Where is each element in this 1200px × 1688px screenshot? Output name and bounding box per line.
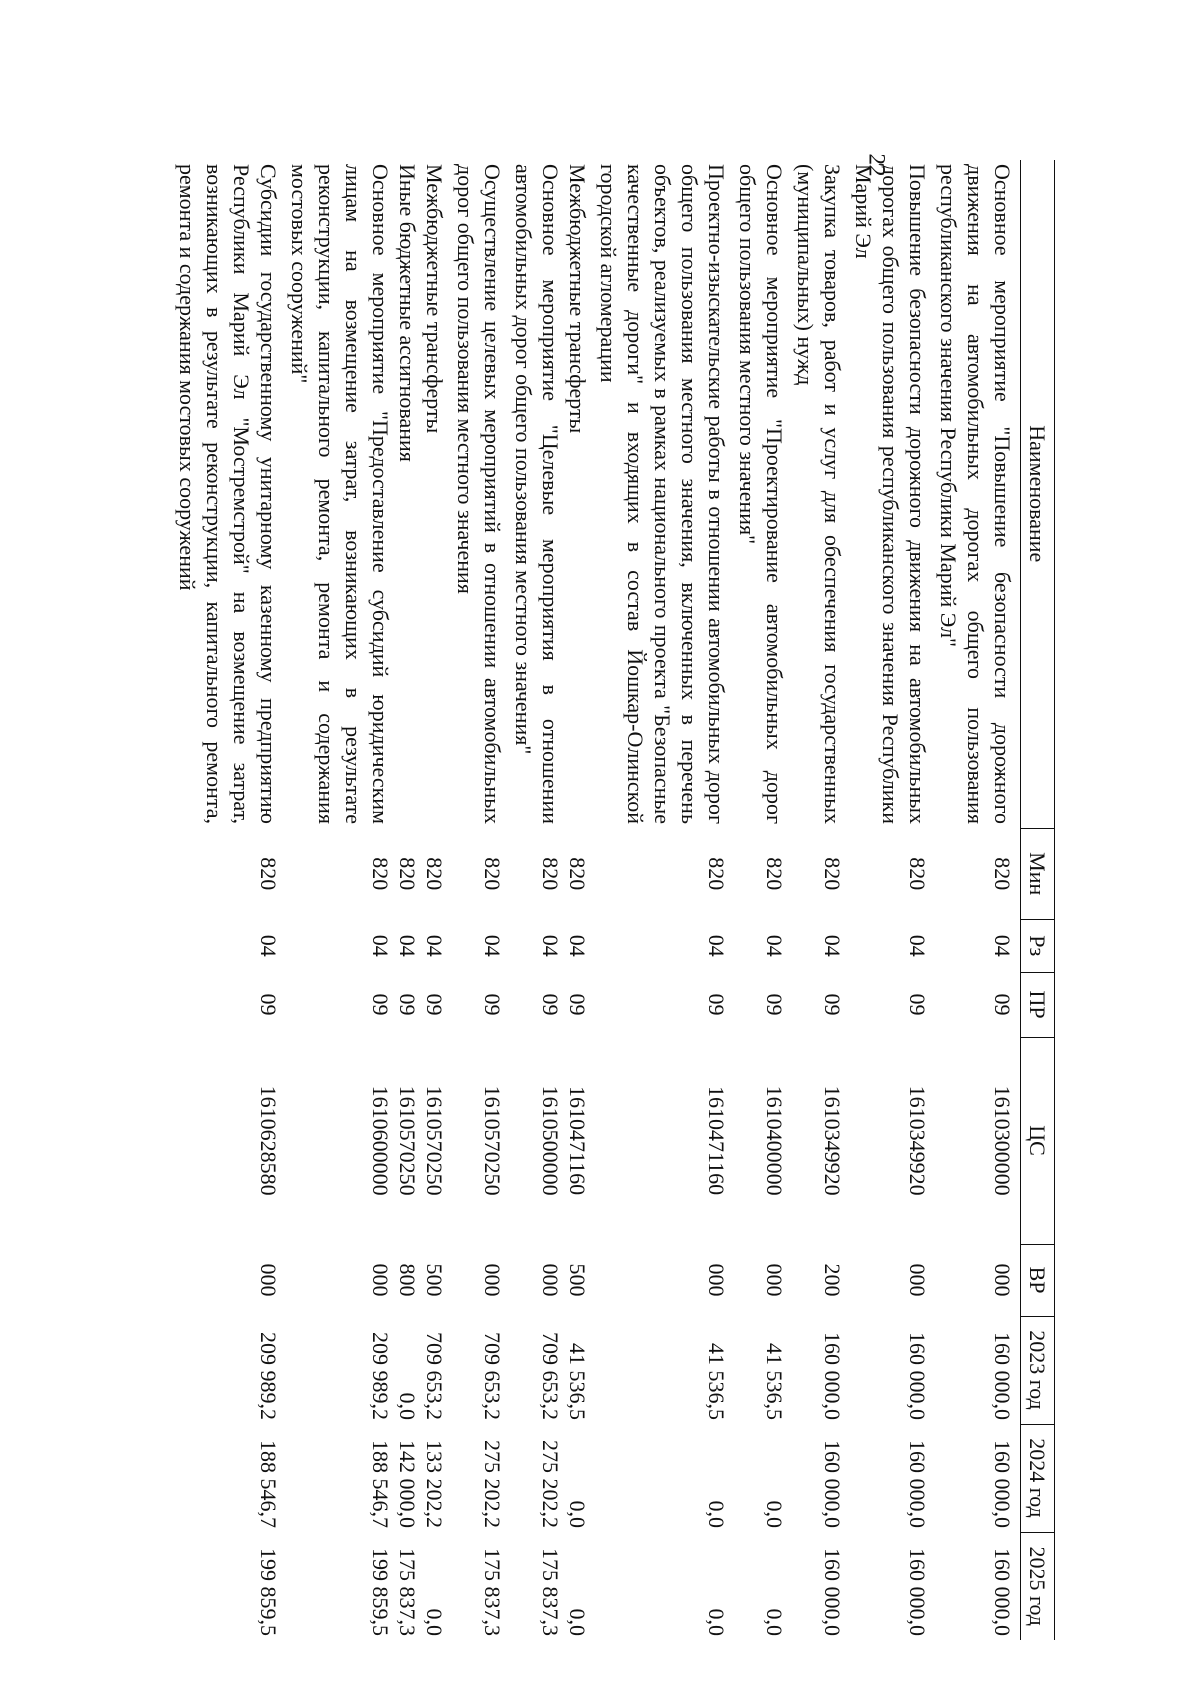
cell-value: 09 [704, 993, 729, 1016]
cell-pr [174, 972, 286, 1037]
cell-pr [452, 972, 510, 1037]
cell-value: 09 [565, 993, 590, 1016]
cell-value: 04 [368, 934, 393, 957]
row-name: Основное мероприятие "Проектирование автомобильных дорог общего пользования местного значения" [735, 164, 787, 824]
cell-value: 04 [395, 934, 420, 957]
row-name [286, 160, 452, 828]
cell-cs [174, 1037, 286, 1244]
cell-value: 160 000,0 [990, 1440, 1015, 1528]
cell-value: 000 [990, 1263, 1015, 1297]
cell-value: 820 [990, 857, 1015, 891]
cell-value: 820 [422, 857, 447, 891]
column-header-rz: Рз [1021, 919, 1055, 972]
cell-y2025 [850, 1532, 935, 1640]
row-name: Основное мероприятие "Повышение безопасности дорожного движения на автомобильных дорогах общего пользования республиканского значения Республики Марий Эл" [936, 164, 1015, 824]
cell-cs [595, 1037, 734, 1244]
cell-value: 0,0 [762, 1500, 787, 1528]
budget-table [174, 160, 1055, 1640]
table-row [452, 160, 510, 1640]
cell-value: 0,0 [704, 1500, 729, 1528]
cell-value: 200 [820, 1263, 845, 1297]
column-header-min: Мин [1021, 828, 1055, 919]
cell-y2025 [510, 1532, 595, 1640]
cell-value: 0,0 [762, 1608, 787, 1636]
cell-value: 1610600000 [368, 1085, 393, 1196]
cell-y2024 [792, 1424, 850, 1532]
cell-y2023 [734, 1316, 792, 1424]
column-header-name: Наименование [1021, 160, 1055, 828]
cell-y2024 [286, 1424, 452, 1532]
cell-min [452, 828, 510, 919]
cell-value: 500 [565, 1263, 590, 1297]
cell-value: 04 [704, 934, 729, 957]
cell-value: 1610500000 [538, 1085, 563, 1196]
cell-y2023 [792, 1316, 850, 1424]
cell-value: 820 [395, 857, 420, 891]
cell-min [510, 828, 595, 919]
cell-value: 04 [905, 934, 930, 957]
table-row [595, 160, 734, 1640]
cell-y2025 [792, 1532, 850, 1640]
cell-value: 41 536,5 [704, 1343, 729, 1420]
cell-cs [510, 1037, 595, 1244]
cell-value: 209 989,2 [368, 1332, 393, 1420]
cell-value: 1610300000 [990, 1085, 1015, 1196]
cell-value: 000 [905, 1263, 930, 1297]
cell-pr [286, 972, 452, 1037]
cell-y2023 [850, 1316, 935, 1424]
cell-y2024 [935, 1424, 1021, 1532]
cell-rz [286, 919, 452, 972]
cell-value: 1610400000 [762, 1085, 787, 1196]
cell-y2023 [595, 1316, 734, 1424]
cell-value: 000 [538, 1263, 563, 1297]
cell-y2024 [734, 1424, 792, 1532]
cell-min [595, 828, 734, 919]
page-number: 22 [864, 153, 890, 177]
table-row [174, 160, 286, 1640]
cell-value: 199 859,5 [368, 1548, 393, 1636]
cell-vr [510, 1244, 595, 1316]
cell-value: 820 [368, 857, 393, 891]
cell-value: 133 202,2 [422, 1440, 447, 1528]
cell-value: 04 [422, 934, 447, 957]
column-header-vr: ВР [1021, 1244, 1055, 1316]
cell-pr [850, 972, 935, 1037]
table-row [935, 160, 1021, 1640]
cell-value: 275 202,2 [480, 1440, 505, 1528]
cell-value: 820 [565, 857, 590, 891]
cell-value: 09 [256, 993, 281, 1016]
cell-value: 175 837,3 [538, 1548, 563, 1636]
cell-value: 199 859,5 [256, 1548, 281, 1636]
cell-value: 820 [538, 857, 563, 891]
cell-value: 04 [762, 934, 787, 957]
row-name-line: Межбюджетные трансферты [565, 164, 590, 434]
table-row [734, 160, 792, 1640]
table-row [286, 160, 452, 1640]
cell-value: 000 [480, 1263, 505, 1297]
cell-value: 160 000,0 [820, 1548, 845, 1636]
cell-value: 0,0 [565, 1608, 590, 1636]
cell-rz [452, 919, 510, 972]
cell-value: 04 [990, 934, 1015, 957]
cell-value: 000 [704, 1263, 729, 1297]
cell-value: 09 [480, 993, 505, 1016]
cell-value: 160 000,0 [905, 1548, 930, 1636]
cell-value: 04 [565, 934, 590, 957]
column-header-2023: 2023 год [1021, 1316, 1055, 1424]
cell-pr [595, 972, 734, 1037]
cell-min [850, 828, 935, 919]
cell-cs [452, 1037, 510, 1244]
cell-value: 1610349920 [820, 1085, 845, 1196]
cell-value: 160 000,0 [990, 1332, 1015, 1420]
cell-y2025 [595, 1532, 734, 1640]
cell-min [935, 828, 1021, 919]
cell-value: 1610628580 [256, 1085, 281, 1196]
cell-rz [510, 919, 595, 972]
cell-value: 820 [762, 857, 787, 891]
cell-value: 820 [480, 857, 505, 891]
cell-cs [792, 1037, 850, 1244]
cell-y2024 [595, 1424, 734, 1532]
cell-value: 175 837,3 [395, 1548, 420, 1636]
row-name: Субсидии государственному унитарному казенному предприятию Республики Марий Эл "Мостремстрой" на возмещение затрат, возникающих в результате реконструкции, капитального ремонта, ремонта и содержания мостовых сооружений [175, 164, 281, 824]
cell-value: 000 [762, 1263, 787, 1297]
table-row [850, 160, 935, 1640]
cell-min [734, 828, 792, 919]
row-name: Осуществление целевых мероприятий в отношении автомобильных дорог общего пользования местного значения [453, 164, 505, 824]
cell-value: 709 653,2 [538, 1332, 563, 1420]
cell-value: 41 536,5 [565, 1343, 590, 1420]
cell-y2025 [286, 1532, 452, 1640]
cell-value: 275 202,2 [538, 1440, 563, 1528]
cell-y2025 [452, 1532, 510, 1640]
cell-value: 1610471160 [565, 1085, 590, 1196]
cell-vr [850, 1244, 935, 1316]
cell-value: 09 [905, 993, 930, 1016]
cell-value: 800 [395, 1263, 420, 1297]
cell-y2024 [850, 1424, 935, 1532]
cell-value: 209 989,2 [256, 1332, 281, 1420]
column-header-2024: 2024 год [1021, 1424, 1055, 1532]
cell-value: 160 000,0 [820, 1440, 845, 1528]
cell-value: 142 000,0 [395, 1440, 420, 1528]
table-header-row [1021, 160, 1055, 1640]
rotated-table-container [0, 160, 1055, 1640]
cell-rz [850, 919, 935, 972]
cell-value: 820 [905, 857, 930, 891]
cell-cs [734, 1037, 792, 1244]
cell-y2023 [452, 1316, 510, 1424]
column-header-cs: ЦС [1021, 1037, 1055, 1244]
cell-vr [935, 1244, 1021, 1316]
row-name-line: Основное мероприятие "Предоставление субсидий юридическим лицам на возмещение затрат, возникающих в результате реконструкции, капитального ремонта, ремонта и содержания мостовых сооружений" [287, 164, 393, 824]
cell-value: 820 [704, 857, 729, 891]
cell-value: 1610570250 [422, 1085, 447, 1196]
cell-value: 160 000,0 [820, 1332, 845, 1420]
cell-min [792, 828, 850, 919]
table-body [174, 160, 1021, 1640]
cell-pr [792, 972, 850, 1037]
cell-value: 709 653,2 [480, 1332, 505, 1420]
table-row [792, 160, 850, 1640]
row-name-line: Основное мероприятие "Целевые мероприятия в отношении автомобильных дорог общего пользования местного значения" [511, 164, 563, 824]
cell-y2023 [935, 1316, 1021, 1424]
cell-cs [935, 1037, 1021, 1244]
cell-vr [174, 1244, 286, 1316]
cell-pr [510, 972, 595, 1037]
cell-y2023 [510, 1316, 595, 1424]
cell-cs [850, 1037, 935, 1244]
cell-value: 41 536,5 [762, 1343, 787, 1420]
cell-vr [286, 1244, 452, 1316]
row-name-line: Межбюджетные трансферты [422, 164, 447, 434]
cell-value: 04 [256, 934, 281, 957]
row-name-line: Иные бюджетные ассигнования [395, 164, 420, 462]
table-row [510, 160, 595, 1640]
cell-value: 1610349920 [905, 1085, 930, 1196]
cell-value: 175 837,3 [480, 1548, 505, 1636]
cell-value: 188 546,7 [368, 1440, 393, 1528]
cell-rz [792, 919, 850, 972]
cell-value: 0,0 [395, 1392, 420, 1420]
row-name [510, 160, 595, 828]
cell-value: 160 000,0 [990, 1548, 1015, 1636]
cell-value: 09 [762, 993, 787, 1016]
cell-value: 09 [422, 993, 447, 1016]
cell-value: 09 [990, 993, 1015, 1016]
cell-value: 188 546,7 [256, 1440, 281, 1528]
column-header-2025: 2025 год [1021, 1532, 1055, 1640]
column-header-pr: ПР [1021, 972, 1055, 1037]
cell-value: 000 [256, 1263, 281, 1297]
cell-rz [734, 919, 792, 972]
cell-value: 04 [538, 934, 563, 957]
cell-value: 1610570250 [480, 1085, 505, 1196]
cell-pr [935, 972, 1021, 1037]
cell-value: 0,0 [422, 1608, 447, 1636]
cell-value: 160 000,0 [905, 1332, 930, 1420]
row-name: Закупка товаров, работ и услуг для обеспечения государственных (муниципальных) нужд [793, 164, 845, 824]
cell-cs [286, 1037, 452, 1244]
cell-value: 09 [538, 993, 563, 1016]
cell-pr [734, 972, 792, 1037]
cell-y2024 [510, 1424, 595, 1532]
cell-value: 1610570250 [395, 1085, 420, 1196]
cell-y2023 [174, 1316, 286, 1424]
cell-min [286, 828, 452, 919]
cell-value: 04 [480, 934, 505, 957]
cell-value: 09 [395, 993, 420, 1016]
cell-value: 04 [820, 934, 845, 957]
cell-y2024 [174, 1424, 286, 1532]
cell-min [174, 828, 286, 919]
cell-value: 09 [820, 993, 845, 1016]
cell-y2023 [286, 1316, 452, 1424]
cell-y2025 [935, 1532, 1021, 1640]
cell-value: 0,0 [704, 1608, 729, 1636]
cell-value: 1610471160 [704, 1085, 729, 1196]
cell-value: 000 [368, 1263, 393, 1297]
cell-rz [935, 919, 1021, 972]
cell-value: 820 [256, 857, 281, 891]
cell-value: 709 653,2 [422, 1332, 447, 1420]
cell-y2025 [734, 1532, 792, 1640]
cell-value: 09 [368, 993, 393, 1016]
cell-vr [595, 1244, 734, 1316]
cell-value: 0,0 [565, 1500, 590, 1528]
row-name: Повышение безопасности дорожного движения на автомобильных дорогах общего пользования республиканского значения Республики Марий Эл [851, 164, 930, 824]
cell-vr [734, 1244, 792, 1316]
cell-vr [452, 1244, 510, 1316]
cell-value: 500 [422, 1263, 447, 1297]
cell-y2024 [452, 1424, 510, 1532]
cell-vr [792, 1244, 850, 1316]
cell-value: 820 [820, 857, 845, 891]
cell-rz [174, 919, 286, 972]
cell-y2025 [174, 1532, 286, 1640]
cell-value: 160 000,0 [905, 1440, 930, 1528]
cell-rz [595, 919, 734, 972]
row-name: Проектно-изыскательские работы в отношении автомобильных дорог общего пользования местного значения, включенных в перечень объектов, реализуемых в рамках национального проекта "Безопасные качественные дороги" и входящих в состав Йошкар-Олинской городской агломерации [596, 164, 729, 824]
